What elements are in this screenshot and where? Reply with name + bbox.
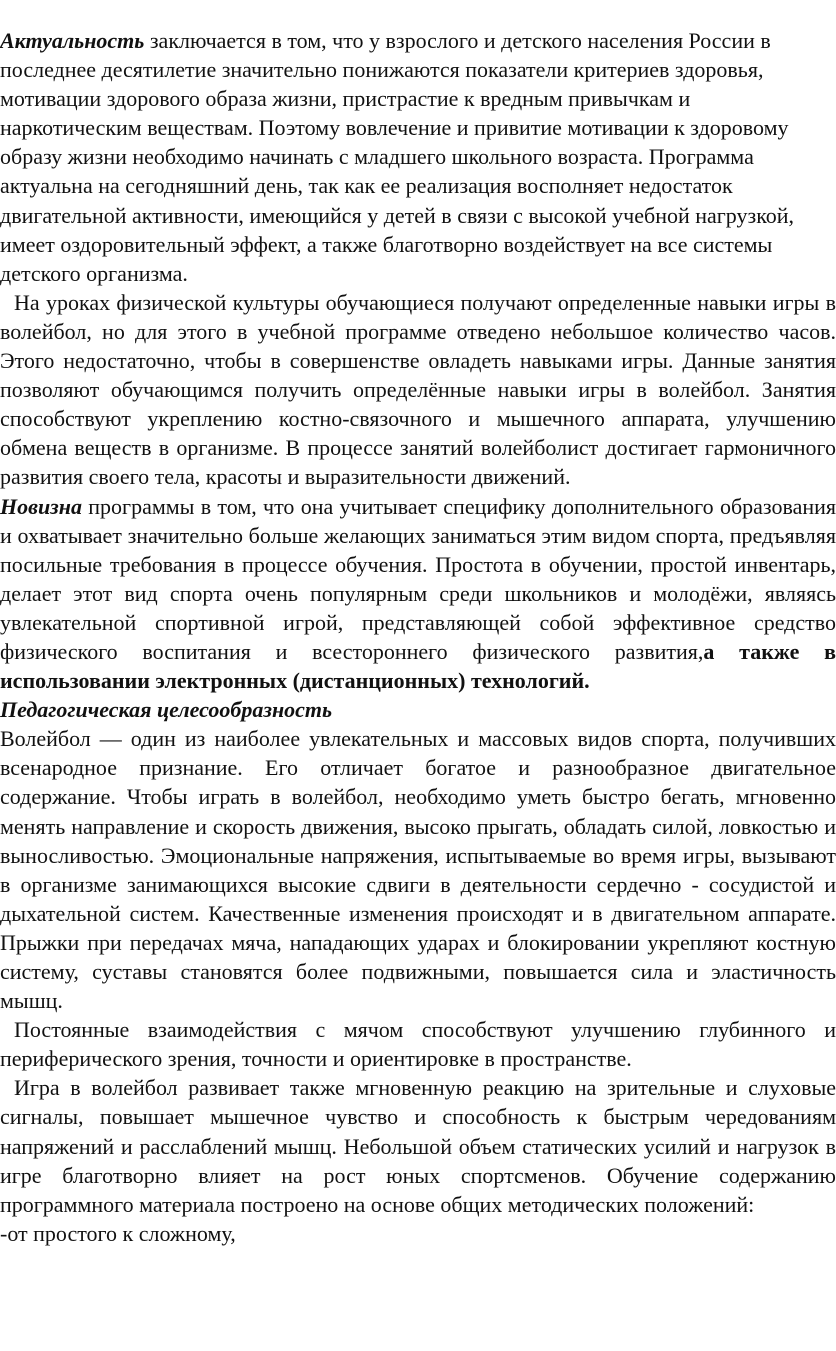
relevance-text: заключается в том, что у взрослого и детского населения России в последнее десятилетие значительно понижаются показатели критериев здоровья, мотивации здорового образа жизни, пристрастие к вредным привычкам и наркотическим веществам. Поэтому вовлечение и привитие мотивации к здоровому образу жизни необходимо начинать с младшего школьного возраста. Программа актуальна на сегодняшний день, так как ее реализация восполняет недостаток двигательной активности, имеющийся у детей в связи с высокой учебной нагрузкой, имеет оздоровительный эффект, а также благотворно воздействует на все системы детского организма. [0,28,795,286]
novelty-text: программы в том, что она учитывает специфику дополнительного образования и охватывает значительно больше желающих заниматься этим видом спорта, предъявляя посильные требования в процессе обучения. Простота в обучении, простой инвентарь, делает этот вид спорта очень популярным среди школьников и молодёжи, являясь увлекательной спортивной игрой, представляющей собой эффективное средство физического воспитания и всестороннего физического развития, [0,493,836,664]
list-item-simple-to-complex: -от простого к сложному, [0,1220,236,1246]
section-heading: Педагогическая целесообразность [0,697,333,723]
novelty-bold-tail: а также в использовании электронных (дистанционных) технологий. [0,638,836,694]
paragraph-relevance [0,26,836,288]
paragraph-lessons: На уроках физической культуры обучающиеся получают определенные навыки игры в волейбол, но для этого в учебной программе отведено небольшое количество часов. Этого недостаточно, чтобы в совершенстве овладеть навыками игры. Данные занятия позволяют обучающимся получить определённые навыки игры в волейбол. Занятия способствуют укреплению костно-связочного и мышечного аппарата, улучшению обмена веществ в организме. В процессе занятий волейболист достигает гармоничного развития своего тела, красоты и выразительности движений. [0,289,836,490]
relevance-lead: Актуальность [0,28,145,53]
paragraph-novelty [0,492,836,696]
novelty-lead: Новизна [0,493,82,519]
paragraph-vision: Постоянные взаимодействия с мячом способствуют улучшению глубинного и периферического зрения, точности и ориентировке в пространстве. [0,1017,836,1072]
paragraph-reaction: Игра в волейбол развивает также мгновенную реакцию на зрительные и слуховые сигналы, повышает мышечное чувство и способность к быстрым чередованиям напряжений и расслаблений мышц. Небольшой объем статических усилий и нагрузок в игре благотворно влияет на рост юных спортсменов. Обучение содержанию программного материала построено на основе общих методических положений: [0,1075,836,1217]
document-page [0,26,836,1248]
paragraph-volleyball: Волейбол — один из наиболее увлекательных и массовых видов спорта, получивших всенародное признание. Его отличает богатое и разнообразное двигательное содержание. Чтобы играть в волейбол, необходимо уметь быстро бегать, мгновенно менять направление и скорость движения, высоко прыгать, обладать силой, ловкостью и выносливостью. Эмоциональные напряжения, испытываемые во время игры, вызывают в организме занимающихся высокие сдвиги в деятельности сердечно - сосудистой и дыхательной систем. Качественные изменения происходят и в двигательном аппарате. Прыжки при передачах мяча, нападающих ударах и блокировании укрепляют костную систему, суставы становятся более подвижными, повышается сила и эластичность мышц. [0,726,836,1014]
